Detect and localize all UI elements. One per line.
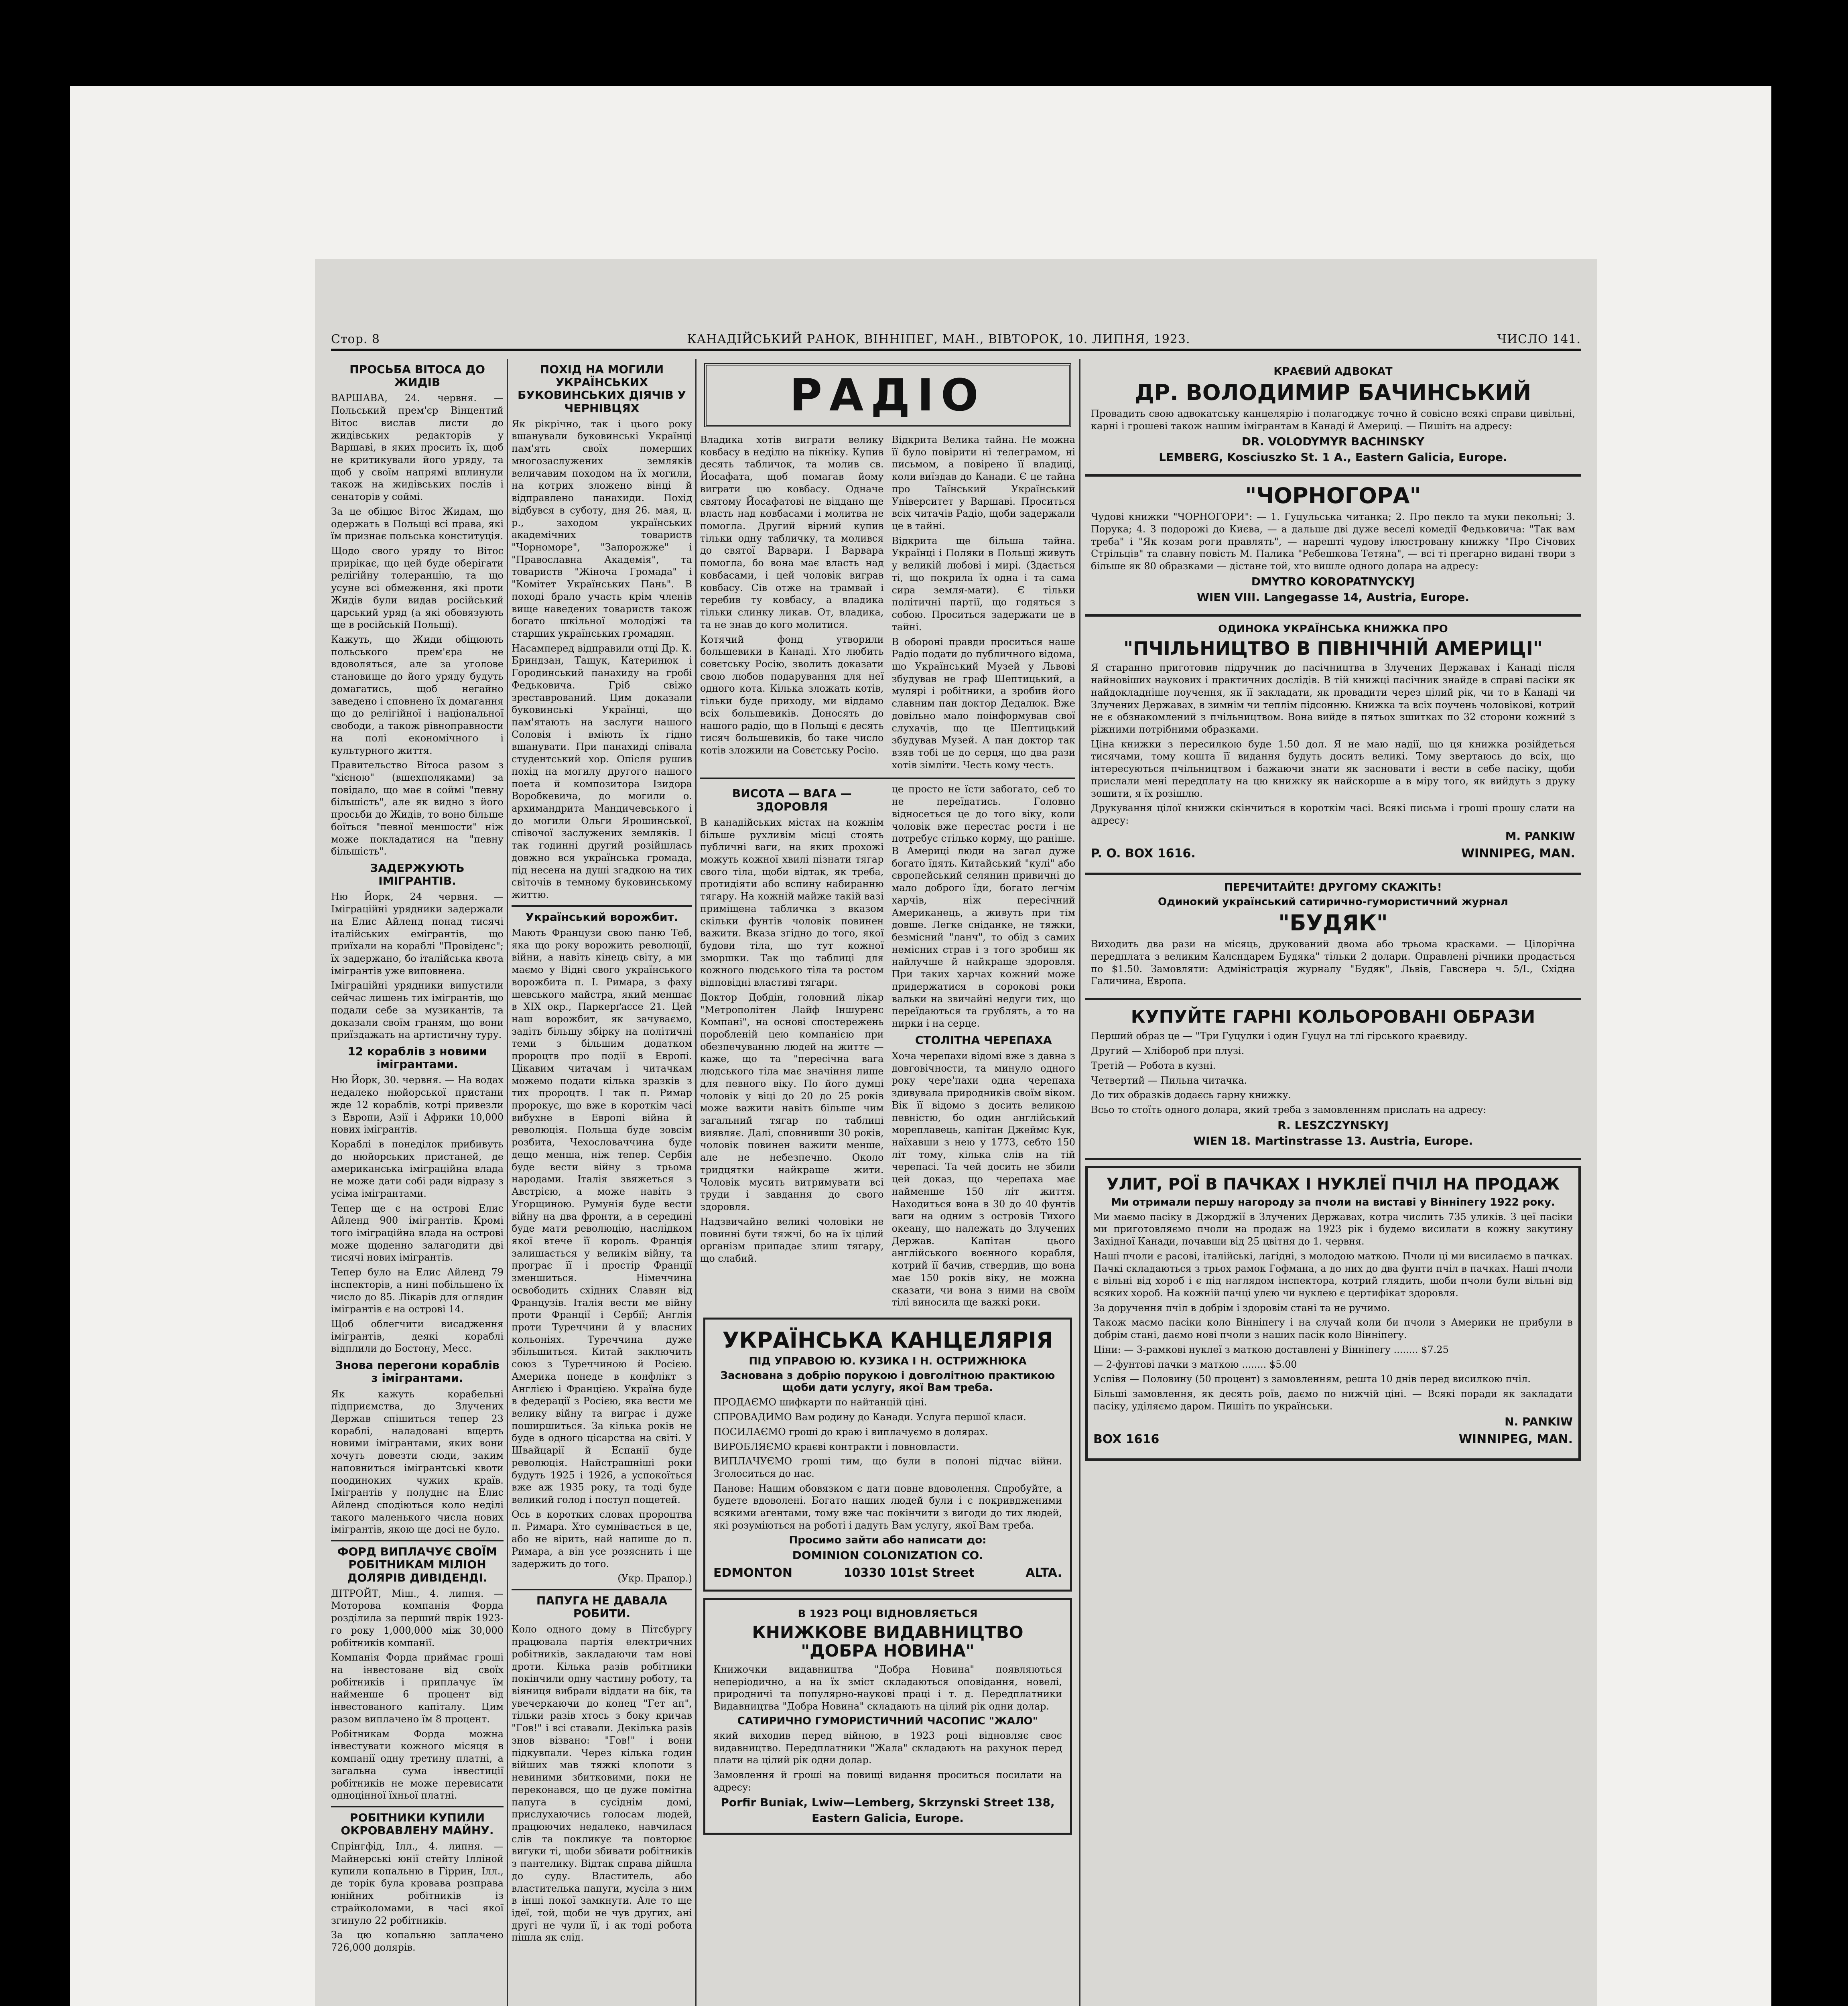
ad-address: P. O. BOX 1616. WINNIPEG, MAN.: [1091, 846, 1575, 861]
ad-address: LEMBERG, Kosciuszko St. 1 A., Eastern Galicia, Europe.: [1159, 450, 1507, 464]
ad-text: який виходив перед війною, в 1923 році відновляє своє видавництво. Передплатники "Жала" складають на рахунок перед плати на цілий рік одни долар.: [713, 1730, 1062, 1766]
ad-line: ПРОДАЄМО шифкарти по найтанцій ціні.: [713, 1397, 927, 1408]
ad-line: Другий — Хлібороб при плузі.: [1091, 1045, 1245, 1057]
article-text: За цю копальню заплачено 726,000 долярів.: [331, 1929, 504, 1953]
ad-budyak: [1085, 875, 1581, 1000]
article-text: Відкрита Велика тайна. Не можна її було повірити ні телеграмом, ні письмом, а повірено її владиці, коли виїздав до Канади. Є це тайна про Таїнський Український Університет у Варшаві. Проситься всіх читачів Радіо, щоби задержали це в тайні.: [892, 434, 1075, 532]
article-title: ПАПУГА НЕ ДАВАЛА РОБИТИ.: [536, 1594, 668, 1620]
ad-text: Більші замовлення, як десять роїв, даємо по нижчій ціні. — Всякі поради як закладати пасіку, уділяємо даром. Пишіть по українськи.: [1093, 1388, 1573, 1412]
article-text: Кажуть, що Жиди обіцюють польського прем'єра не вдоволяться, але за уголове становище до його уряду будуть домагатись, щоб негайно заведено і сповнено їх домагання що до релігійної і національної свободи, а також рівноправности на полі економічного і культурного життя.: [331, 634, 504, 756]
ad-line: Четвертий — Пильна читачка.: [1091, 1074, 1247, 1086]
ad-text: За доручення пчіл в добрім і здоровім стані та не ручимо.: [1093, 1302, 1390, 1314]
article-text: Надзвичайно великі чоловіки не повинні бути тяжчі, бо на їх цілий організм припадає злиш тягару, що слабий.: [700, 1216, 884, 1264]
article-text: Робітникам Форда можна інвестувати кожного місяця в компанії одну третину платні, а загальна сума інвестиції робітників не може перевисати одноцінної їхньої платні.: [331, 1728, 504, 1801]
ad-title: "ЧОРНОГОРА": [1245, 483, 1421, 508]
article-text: Компанія Форда приймає гроші на інвестоване від своїх робітників і приплачує їм найменше 6 процент від інвестованого капіталу. Цим разом виплачено їм 8 процент.: [331, 1652, 504, 1725]
article-title: 12 кораблів з новими імігрантами.: [347, 1044, 487, 1071]
column-divider: [507, 359, 508, 2006]
issue-number: ЧИСЛО 141.: [1497, 332, 1581, 346]
article-title: ЗАДЕРЖУЮТЬ ІМІГРАНТІВ.: [370, 861, 465, 888]
ad-subtitle: САТИРИЧНО ГУМОРИСТИЧНИЙ ЧАСОПИС "ЖАЛО": [737, 1715, 1038, 1727]
ad-line: Третій — Робота в кузні.: [1091, 1060, 1216, 1071]
ad-text: Ціна книжки з пересилкою буде 1.50 дол. Я не маю надії, що ця книжка розійдеться тисячами, тому кошта її видання будуть досить великі. Тому звертаюсь до всіх, що інтересуються пчільництвом і бажаючи знати як засновати і вести в себе пасіку, щоби прислали мені передплату на цю книжку як найскорше а в міру того, як вийдуть з друку зошити, я їх розішлю.: [1091, 738, 1575, 799]
article-text: Коло одного дому в Пітсбургу працювала партія електричних робітників, закладаючи там нові дроти. Кілька разів робітники покінчили одну частину роботу, та віяниця вибрали віддати на бік, та увечеркаючи до конец "Гет ап", тільки разів хтось з боку кричав "Гов!" і всі ставали. Декілька разів знов візвано: "Гов!" і вони підкувпали. Через кілька годин війших мав тяжкі клопоти з невиними збитковими, поки не переконався, що це дуже помітна папуга в сусіднім домі, прислухаючись голосам людей, працюючих недалеко, навчилася слів та покликує та повторює вигуки ті, щоби збивати робітників з пантелику. Відтак справа дійшла до суду. Властитель, або властителька папуги, мусіла з ним в інші покої замкнути. Але то ще ідеї, той, щоби не чув других, ані другі не чули її, і ак тоді робота пішла як слід.: [512, 1624, 692, 1943]
article-text: Кораблі в понеділок прибивуть до нюйорських пристаней, де американська іміграційна влада не може дати собі ради відразу з усіма імігрантами.: [331, 1138, 504, 1199]
column-5: [1085, 359, 1581, 2006]
masthead: КАНАДІЙСЬКИЙ РАНОК, ВІННІПЕГ, МАН., ВІВТОРОК, 10. ЛИПНЯ, 1923.: [687, 332, 1190, 346]
article-text: Іміграційні урядники випустили сейчас лишень тих імігрантів, що подали себе за музикантів, та доказали своїм граням, що вони приїздажать на артистичну туру.: [331, 980, 504, 1041]
ad-line: СПРОВАДИМО Вам родину до Канади. Услуга першої класи.: [713, 1411, 1026, 1423]
column-3-4: [700, 359, 1075, 2006]
ad-text: Друкування цілої книжки скінчиться в короткім часі. Всякі письма і гроші прошу слати на адресу:: [1091, 802, 1575, 826]
article-text: Насамперед відправили отці Др. К. Бриндзан, Тащук, Катеринюк і Городинський панахиду на гробі Федьковича. Гріб свіжо зреставрований. Цим доказали буковинські Українці, що пам'ятають на заслуги нашого Соловія і вміють їх гідно вшанувати. При панахиді співала студентський хор. Опісля рушив похід на могилу другого нашого поета й композитора Ізидора Воробкевича, до могили о. архимандрита Мандичевського і до могили Ольги Ярошинської, співочої заслужених земляків. І так годинні другий розійшлась довжно вся українська громада, під несена на душі згадкою на тих світочів в темному буковинському життю.: [512, 642, 692, 901]
column-divider: [695, 359, 697, 2006]
ad-line: Перший образ це — "Три Гуцулки і один Гуцул на тлі гірського краєвиду.: [1091, 1030, 1468, 1042]
article-title: ФОРД ВИПЛАЧУЄ СВОЇМ РОБІТНИКАМ МІЛІОН ДОЛЯРІВ ДИВІДЕНДІ.: [337, 1545, 498, 1584]
ad-pretitle: В 1923 РОЦІ ВІДНОВЛЯЄТЬСЯ: [798, 1608, 978, 1620]
article-title: РОБІТНИКИ КУПИЛИ ОКРОВАВЛЕНУ МАЙНУ.: [341, 1811, 494, 1837]
article-text: Щодо свого уряду то Вітос прирікає, що цей буде оберігати релігійну толеранцію, та що усуне всі обмеження, які проти Жидів були видав російський царський уряд (а які обовязують ще в російській Польщі).: [331, 545, 504, 631]
article-title: Український ворожбит.: [525, 910, 678, 924]
article-text: Тепер ще є на острові Елис Айленд 900 імігрантів. Кромі того іміграційна влада на острові може щоденно залагодити дві тисячі нових імігрантів.: [331, 1202, 504, 1263]
ad-text: Ми маємо пасіку в Джорджії в Злучених Державах, котра числить 735 уликів. З цеї пасіки ми приготовляємо пчоли на продаж на 1923 рік і будемо висилати в кожну закутину Західної Канади, почавши від 25 цвітня до 1. червня.: [1093, 1211, 1573, 1247]
ad-title: "ПЧІЛЬНИЦТВО В ПІВНІЧНІЙ АМЕРИЦІ": [1123, 637, 1543, 659]
ad-name: DR. VOLODYMYR BACHINSKY: [1241, 434, 1425, 448]
ad-beekeeping-book: [1085, 617, 1581, 875]
column-1: [331, 359, 504, 2006]
ad-pretitle: ПЕРЕЧИТАЙТЕ! ДРУГОМУ СКАЖІТЬ!: [1224, 881, 1442, 893]
ad-text: Виходить два рази на місяць, друкований двома або трьома красками. — Цілорічна передплата з великим Калєндарем Будяка" тільки 2 долари. Оправлені річники продається по $1.50. Замовляти: Адміністрація журналу "Будяк", Львів, Гавснера ч. 5/І., Східна Галичина, Европа.: [1091, 938, 1575, 987]
ad-text: Провадить свою адвокатську канцелярію і полагоджує точно й совісно всякі справи цивільні, карні і грошеві також нашим імігрантам в Канаді й Америці. — Пишіть на адресу:: [1091, 408, 1575, 432]
article-text: Котячий фонд утворили большевики в Канаді. Хто любить совєтську Росію, зволить доказати свою любов подарування для неї одного кота. Кілька зложать котів, тільки буде приходу, ми віддамо всіх большевиків. Доносять до нашого радіо, що в Польщі є десять тисяч большевиків, бо таке число котів зложили на Совєтську Росію.: [700, 633, 884, 756]
ad-title: УЛИТ, РОЇ В ПАЧКАХ І НУКЛЕЇ ПЧІЛ НА ПРОДАЖ: [1106, 1175, 1560, 1194]
ad-line: ПОСИЛАЄМО гроші до краю і виплачуємо в долярах.: [713, 1426, 988, 1437]
article-title: ПРОСЬБА ВІТОСА ДО ЖИДІВ: [349, 363, 485, 389]
ad-address: WIEN 18. Martinstrasse 13. Austria, Europe.: [1193, 1134, 1473, 1147]
ad-chornohora: [1085, 477, 1581, 617]
ad-subtitle: Заснована з добрію порукою і довголітною практикою щоби дати услугу, якої Вам треба.: [720, 1370, 1055, 1394]
ad-price: — 2-фунтові пачки з маткою ........ $5.00: [1093, 1358, 1297, 1370]
page-header: [331, 327, 1581, 351]
ad-text: Услівя — Половину (50 процент) з замовленням, решта 10 днів перед висилкою пчіл.: [1093, 1373, 1531, 1385]
ad-price: Ціни: — 3-рамкові нуклеї з маткою доставлені у Вінніпегу ........ $7.25: [1093, 1344, 1449, 1355]
article-title: ПОХІД НА МОГИЛИ УКРАЇНСЬКИХ БУКОВИНСЬКИХ ДІЯЧІВ У ЧЕРНІВЦЯХ: [517, 363, 686, 415]
ad-pictures: [1085, 1000, 1581, 1160]
article-text: Як кажуть корабельні підприємства, до Злучених Держав спішиться тепер 23 кораблі, наладовані вщерть новими імігрантами, яких вони хочуть довезти сюди, заким наповниться імігрантські квоти поодиноких чужих країв. Імігрантів у полуднє на Елис Айленд сподіються коло неділі такого маленького числа нових імігрантів, якою ще досі не було.: [331, 1388, 504, 1535]
article-text: Ось в коротких словах пророцтва п. Римара. Хто сумнівається в це, або не вірить, най напише до п. Римара, а він усе розяснить і ще задержить до того.: [512, 1509, 692, 1569]
ad-address: BOX 1616 WINNIPEG, MAN.: [1093, 1432, 1573, 1446]
ad-pretitle: ОДИНОКА УКРАЇНСЬКА КНИЖКА ПРО: [1218, 623, 1448, 635]
article-title: ВИСОТА — ВАГА — ЗДОРОВЛЯ: [732, 787, 852, 813]
article-text: ДІТРОЙТ, Міш., 4. липня. — Моторова компанія Форда розділила за перший пврік 1923-го року 1,000,000 між 30,000 робітників компанії.: [331, 1588, 504, 1649]
ad-text: Замовлення й гроші на повищі видання проситься посилати на адресу:: [713, 1769, 1062, 1793]
ad-text: Я старанно приготовив підручник до пасічництва в Злучених Державах і Канаді після найновіших наукових і практичних дослідів. В тій книжці пасічник знайде в справі пасіки як найдокладніше поучення, як її закладати, як провадити через цілий рік, чи то в Канаді чи Злучених Державах, в зимнім чи теплім підсонню. Книжка та всіх поучень чоловікові, котрий не є обзнакомлений з пчільництвом. Вона вийде в пятьох зшитках по 32 сторони кожний з ріжними потрібними образками.: [1091, 662, 1575, 735]
ad-title: "БУДЯК": [1278, 910, 1388, 936]
ad-dobra-novyna: [703, 1598, 1072, 1835]
article-text: Спрінгфід, Ілл., 4. липня. — Майнерські юнії стейту Ілліной купили копальню в Гіррин, Ілл., де торік була кровава розправа юнійних робітників із страйколомами, в часі якої згинуло 22 робітників.: [331, 1841, 504, 1926]
article-text: Тепер було на Елис Айленд 79 інспекторів, а нині побільшено їх число до 85. Лікарів для оглядин імігрантів є на острові 14.: [331, 1267, 504, 1315]
ad-line: Всьо то стоїть одного долара, який треба з замовленням прислать на адресу:: [1091, 1104, 1487, 1115]
article-text: За це обіцює Вітос Жидам, що одержать в Польщі всі права, які їм признає польська конституція.: [331, 506, 504, 542]
ad-line: До тих образків додаєсь гарну книжку.: [1091, 1089, 1292, 1101]
ad-title: КНИЖКОВЕ ВИДАВНИЦТВО "ДОБРА НОВИНА": [752, 1622, 1024, 1661]
ad-title: УКРАЇНСЬКА КАНЦЕЛЯРІЯ: [722, 1328, 1053, 1353]
page-number: Стор. 8: [331, 332, 380, 346]
article-title: Знова перегони кораблів з імігрантами.: [335, 1358, 500, 1385]
article-source: (Укр. Прапор.): [617, 1573, 692, 1584]
divider: [512, 905, 692, 907]
ad-pretitle: КРАЄВИЙ АДВОКАТ: [1273, 365, 1393, 378]
ad-line: ВИПЛАЧУЄМО гроші тим, що були в полоні підчас війни. Зголоситься до нас.: [713, 1456, 1062, 1480]
ad-address: EDMONTON 10330 101st Street ALTA.: [713, 1565, 1062, 1580]
article-title: СТОЛІТНА ЧЕРЕПАХА: [915, 1033, 1052, 1047]
ad-lawyer: [1085, 359, 1581, 477]
article-text: Щоб облегчити висадження імігрантів, деякі кораблі відплили до Бостону, Месс.: [331, 1318, 504, 1354]
article-text: Мають Французи свою паню Теб, яка що року ворожить революції, війни, а навіть кінець світу, а ми маємо у Відні свого українського ворожбита п. І. Римара, з фаху шевського майстра, який меншає в ХІХ окр., Паркерґассе 21. Цей наш ворожбит, як зачуваємо, задіть більшу збірку на політичні теми з більшим додатком пророцтв про події в Европі. Цікавим читачам і читачкам можемо подати кілька зразків з тих пророцтв. І так п. Римар пророкує, що вже в короткім часі вибухне в Европі війна й революція. Польща буде зовсім розбита, Чехословаччина буде дещо менша, ніж тепер. Сербія буде вести війну з трьома народами. Італія звяжеться з Австрією, а може навіть з Угорщиною. Румунія буде вести війну на два фронти, а в середині буде мати революцію, наслідком якої втече її король. Франція залишається у великім війну, та програє її і простір Франції зменшиться. Німеччина освободить східних Славян від Французів. Італія вести ме війну проти Франції і Сербії; Англія проти Туреччини й у власних кольоніях. Туреччина дуже збільшиться. Китай заключить союз з Туреччиною й Росією. Америка понеде в конфлікт з Англією і Францією. Україна буде в федерації з Росією, яка вести ме велику війну та виграє і дуже поширшиться. За кілька років не буде в одного цісарства на світі. У Швайцарії й Еспанії буде революція. Найстрашніші роки будуть 1925 і 1926, а успокоїться вже аж 1935 року, та тоді буде великий голод і поступ пощетей.: [512, 927, 692, 1506]
ad-text: Книжочки видавництва "Добра Новина" появляються неперіодично, а на їх зміст складаються оповідання, новелі, природничі та популярно-наукові праці і т. д. Передплатники Видавництва "Добра Новина" складають на цілий рік одни долар.: [713, 1664, 1062, 1712]
ad-text: Просимо зайти або написати до:: [789, 1534, 987, 1546]
ad-text: Чудові книжки "ЧОРНОГОРИ": — 1. Гуцульська читанка; 2. Про пекло та муки пекольні; 3. Порука; 4. З подорожі до Києва, — а дальше дві дуже веселі комедії Федьковича: "Так вам треба" і "Як козам роги правлять", — нарешті чудову ілюстровану книжку "Про Січових Стрільців" та славну повість М. Палика "Ребешкова Тетяна", — всі ті прегарно видані твори з більше як 80 образками — дістане той, хто вишле одного долара на адресу:: [1091, 511, 1575, 572]
article-text: Ню Йорк, 24 червня. — Іміграційні урядники задержали на Елис Айленд понад тисячі італійських емігрантів, що приїхали на кораблі "Провіденс"; їх задержано, бо італійська квота імігрантів уже виповнена.: [331, 891, 504, 977]
article-text: це просто не їсти забогато, себ то не переїдатись. Головно відносеться це до того віку, коли чоловік вже перестає рости і не потребує стілько корму, що раніше. В Америці люди на загал дуже богато їдять. Китайський "кулі" або європейський селянин привичні до мало доброго їди, богато легчім харчів, ніж пересічний Американець, а живуть при тім довше. Легке сніданке, не тяжки, безмісний "ланч", то обід з самих немісних страв і з того зробиш як найлучше й найкраще здоровля. При таких харчах кожний може придержатися в сорокові роки вальки на звичайні недуги тих, що переїдаються та грублять, а то на нирки і на серце.: [892, 784, 1075, 1029]
ad-text: Панове: Нашим обовязком є дати повне вдоволення. Спробуйте, а будете вдоволені. Богато наших людей були і є покривдженими всякими агентами, тому вже час покінчити з вигоди до тих людей, які розуміються на роботі і дадуть Вам услугу, якої Вам треба.: [713, 1482, 1062, 1531]
ad-bees-for-sale: [1085, 1166, 1581, 1461]
article-text: В канадійських містах на кожнім більше рухливім місці стоять публичні ваги, на яких прохожі можуть кожної хвилі пізнати тягар свого тіла, щоби відтак, як треба, протидіяти або вспину набиранню тягару. На кожній майже такій вазі приміщена табличка з вказом скільки фунтів чоловік повинен важити. Вказа згідно до того, якої будови тіла, що тут кожної зморшки. Так що таблиці для кожного людського тіла та ростом відповідні властиві тягари.: [700, 816, 884, 989]
divider: [331, 1540, 504, 1541]
ad-subtitle: Ми отримали першу нагороду за пчоли на виставі у Вінніпегу 1922 року.: [1111, 1196, 1555, 1208]
newspaper-page: [315, 259, 1597, 2006]
ad-line: ВИРОБЛЯЄМО краєві контракти і повновласти.: [713, 1441, 959, 1452]
health-section: [700, 783, 1075, 1311]
ad-subtitle: Одинокий український сатирично-гумористичний журнал: [1158, 895, 1508, 908]
ad-address: Porfir Buniak, Lwiw—Lemberg, Skrzynski Street 138,: [721, 1796, 1055, 1809]
ad-kancelyaria: [703, 1318, 1072, 1592]
ad-name: R. LESZCZYNSKYJ: [1277, 1118, 1389, 1132]
radio-banner: РАДІО: [704, 363, 1071, 427]
ad-subtitle: ПІД УПРАВОЮ Ю. КУЗИКА І Н. ОСТРИЖНЮКА: [749, 1355, 1027, 1368]
article-text: Ню Йорк, 30. червня. — На водах недалеко нюйорської пристани жде 12 кораблів, котрі привезли з Европи, Азії і Африки 10,000 нових імігрантів.: [331, 1074, 504, 1135]
divider: [512, 1589, 692, 1590]
article-text: Доктор Добдін, головний лікар "Метрополітен Лайф Іншуренс Компані", на основі спостережень поробленій цею компанією при обезпечуванню людей на життє — каже, що та "пересічна вага людського тіла має значіння лише для певного віку. По його думці чоловік у віці до 20 до 25 років може важити навіть більше чим загальний тягар по таблиці виявляє. Далі, сповнивши 30 років, чоловік повинен важити менше, але не небезпечно. Около тридцятки найкраще жити. Чоловік мусить витримувати всі труди і завдання до свого здоровля.: [700, 991, 884, 1213]
article-text: Хоча черепахи відомі вже з давна з довговічности, та минуло одного року чере'пахи одна черепаха здивувала природників своїм віком. Вік її відомо з досить великою певністю, бо один англійський мореплавець, капітан Джеймс Кук, наїхавши з нею у 1773, себто 150 літ тому, кілька слів на тій черепасі. Та чей досить не збили цей доказ, що черепаха має найменше 150 літ життя. Находиться вона в 30 до 40 фунтів ваги на одним з островів Тихого океану, що належать до Злучених Держав. Капітан цього англійського воєнного корабля, котрий її бачив, ствердив, що вона має 150 років віку, не можна сказати, чи вона з ними на своїм тілі виносила ще важкі роки.: [892, 1050, 1075, 1308]
ad-address: WIEN VIII. Langegasse 14, Austria, Europe.: [1196, 590, 1470, 604]
article-text: Відкрита ще більша тайна. Українці і Поляки в Польщі живуть у великій любові і мирі. (Здається ті, що покрила їх одна і та сама сира земля-мати). Є тільки політичні партії, що годяться з собою. Проситься задержати це в тайні.: [892, 535, 1075, 633]
ad-title: ДР. ВОЛОДИМИР БАЧИНСЬКИЙ: [1135, 380, 1531, 405]
divider: [331, 1806, 504, 1807]
ad-text: Також маємо пасіки коло Вінніпегу і на случай коли би пчоли з Америки не прибули в добрім стані, даємо нові пчоли з наших пасік коло Вінніпегу.: [1093, 1317, 1573, 1341]
ad-name: M. PANKIW: [1505, 829, 1575, 843]
ad-name: DMYTRO KOROPATNYCKYJ: [1251, 575, 1415, 588]
radio-section: [700, 434, 1075, 774]
ad-title: КУПУЙТЕ ГАРНІ КОЛЬОРОВАНІ ОБРАЗИ: [1131, 1007, 1535, 1027]
divider: [700, 778, 1075, 779]
article-text: ВАРШАВА, 24. червня. — Польський прем'єр Вінцентий Вітос вислав листи до жидівських редакторів у Варшаві, в яких просить їх, щоб не критикували його уряду, та щоб у своїм напрямі вплинули також на жидівських послів і сенаторів у соймі.: [331, 392, 504, 503]
ad-text: Наші пчоли є расові, італійські, лагідні, з молодою маткою. Пчоли ці ми висилаємо в пачках. Пачкі складаються з трьох рамок Гофмана, а до них до два фунти пчіл в пачках. Наші пчоли є вільні від хороб і є під наглядом інспектора, котрий глядить, щоби пчоли були вільні від всяких хороб. На кожній пачці улєю чи нуклею є цертифікат здоровля.: [1093, 1250, 1573, 1299]
article-text: Правительство Вітоса разом з "хієною" (вшехполяками) за повідало, що має в соймі "певну більшість", але як видно з його просьби до Жидів, то воно більше боїться "певної меншости" ніж може покладатися на "певну більшість".: [331, 759, 504, 857]
ad-name: N. PANKIW: [1505, 1415, 1573, 1428]
article-text: В обороні правди проситься наше Радіо подати до публичного відома, що Український Музей у Львові збудував не граф Шептицький, а мулярі і робітники, а зробив його славним пан доктор Дедалюк. Вже довільно мало поінформував свої слухачів, що це Шептицький збудував Музей. А пан доктор так взяв тобі це до серця, що два рази хотів зімліти. Честь кому честь.: [892, 636, 1075, 771]
ad-address: Eastern Galicia, Europe.: [812, 1811, 964, 1825]
article-text: Як рікрічно, так і цього року вшанували буковинські Українці пам'ять своїх померших многозаслужених земляків величавим походом на їх могили, на котрих зложено вінці й відправлено панахиди. Похід відбувся в суботу, дня 26. мая, ц. р., заходом українських академічних товариств "Чорноморе", "Запорожже" і "Православна Академія", та товариств "Жіноча Громада" і "Комітет Українських Пань". В поході брало участь крім членів вище наведених товариств також богато шкільної молодіжі та старших українських громадян.: [512, 418, 692, 639]
column-divider: [1079, 359, 1080, 2006]
ad-company: DOMINION COLONIZATION CO.: [792, 1548, 983, 1562]
article-text: Владика хотів виграти велику ковбасу в неділю на пікніку. Купив десять табличок, та молив св. Йосафата, щоб помагав йому виграти цю ковбасу. Одначе святому Йосафатові не віддано ще власть над ковбасами і молитва не помогла. Другий вірний купив тільки одну табличку, та молився до святої Варвари. І Варвара помогла, бо вона має власть над ковбасами, і цей чоловік виграв ковбасу. Сів отже на трамвай і теребив ту ковбасу, а владика тільки слинку ликав. От, владика, та не знав до кого молитися.: [700, 434, 884, 630]
column-2: [512, 359, 692, 2006]
